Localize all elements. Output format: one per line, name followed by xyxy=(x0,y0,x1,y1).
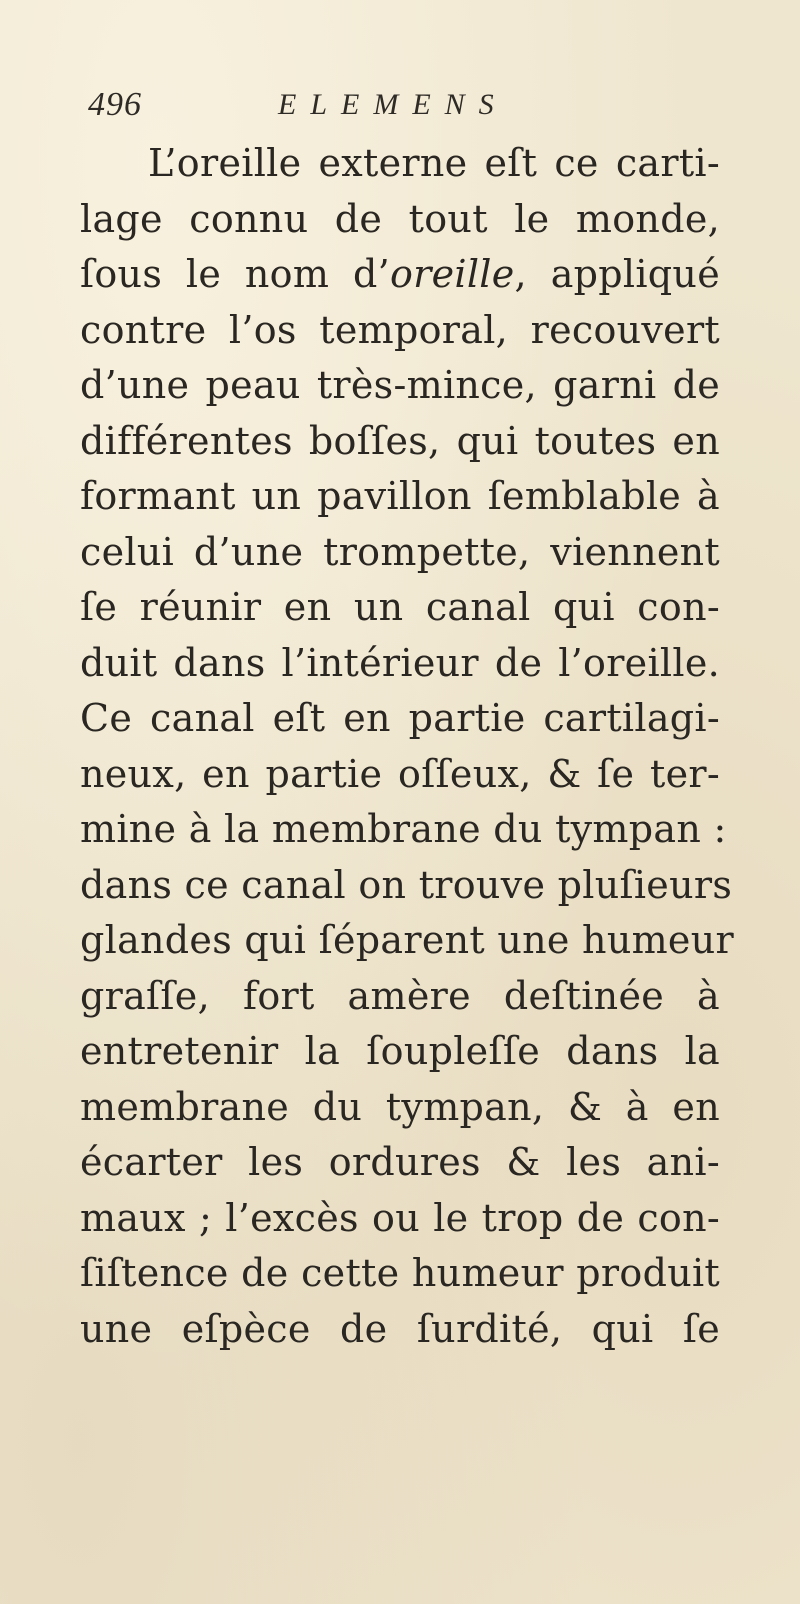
text-line-19: écarter les ordures & les ani- xyxy=(80,1140,720,1184)
text-line-21: ſiſtence de cette humeur produit xyxy=(80,1251,720,1295)
body-text xyxy=(80,136,734,1357)
page-number: 496 xyxy=(88,86,142,123)
text-line-7: formant un pavillon ſemblable à xyxy=(80,474,720,518)
text-line-10: duit dans l’intérieur de l’oreille. xyxy=(80,640,720,685)
text-line-16: graſſe, fort amère deſtinée à xyxy=(80,973,720,1018)
text-line-9: ſe réunir en un canal qui con- xyxy=(80,585,720,629)
text-line-14: dans ce canal on trouve pluſieurs xyxy=(80,862,733,907)
text-line-2: lage connu de tout le monde, xyxy=(80,196,720,241)
text-line-15: glandes qui ſéparent une humeur xyxy=(80,918,734,962)
text-line-12: neux, en partie oſſeux, & ſe ter- xyxy=(80,751,720,796)
text-line-17: entretenir la ſoupleſſe dans la xyxy=(80,1029,720,1073)
text-line-5: d’une peau très-mince, garni de xyxy=(80,363,720,407)
italic-word-oreille: oreille xyxy=(389,252,515,296)
text-line-11: Ce canal eſt en partie cartilagi- xyxy=(80,696,720,740)
text-line-18: membrane du tympan, & à en xyxy=(80,1084,720,1129)
text-line-3-start: ſous le nom d’ xyxy=(80,252,390,296)
text-line-20: maux ; l’excès ou le trop de con- xyxy=(80,1195,720,1240)
text-line-8: celui d’une trompette, viennent xyxy=(80,529,720,574)
text-line-3-end: , appliqué xyxy=(514,252,720,296)
text-line-4: contre l’os temporal, recouvert xyxy=(80,307,720,352)
running-title: ELEMENS xyxy=(278,88,508,121)
text-line-22: une eſpèce de ſurdité, qui ſe xyxy=(80,1306,720,1351)
running-head xyxy=(88,86,688,126)
text-line-1: L’oreille externe eſt ce carti- xyxy=(148,141,720,185)
text-line-6: différentes boſſes, qui toutes en xyxy=(80,418,720,463)
text-line-3 xyxy=(80,247,720,303)
text-line-13: mine à la membrane du tympan : xyxy=(80,807,727,851)
